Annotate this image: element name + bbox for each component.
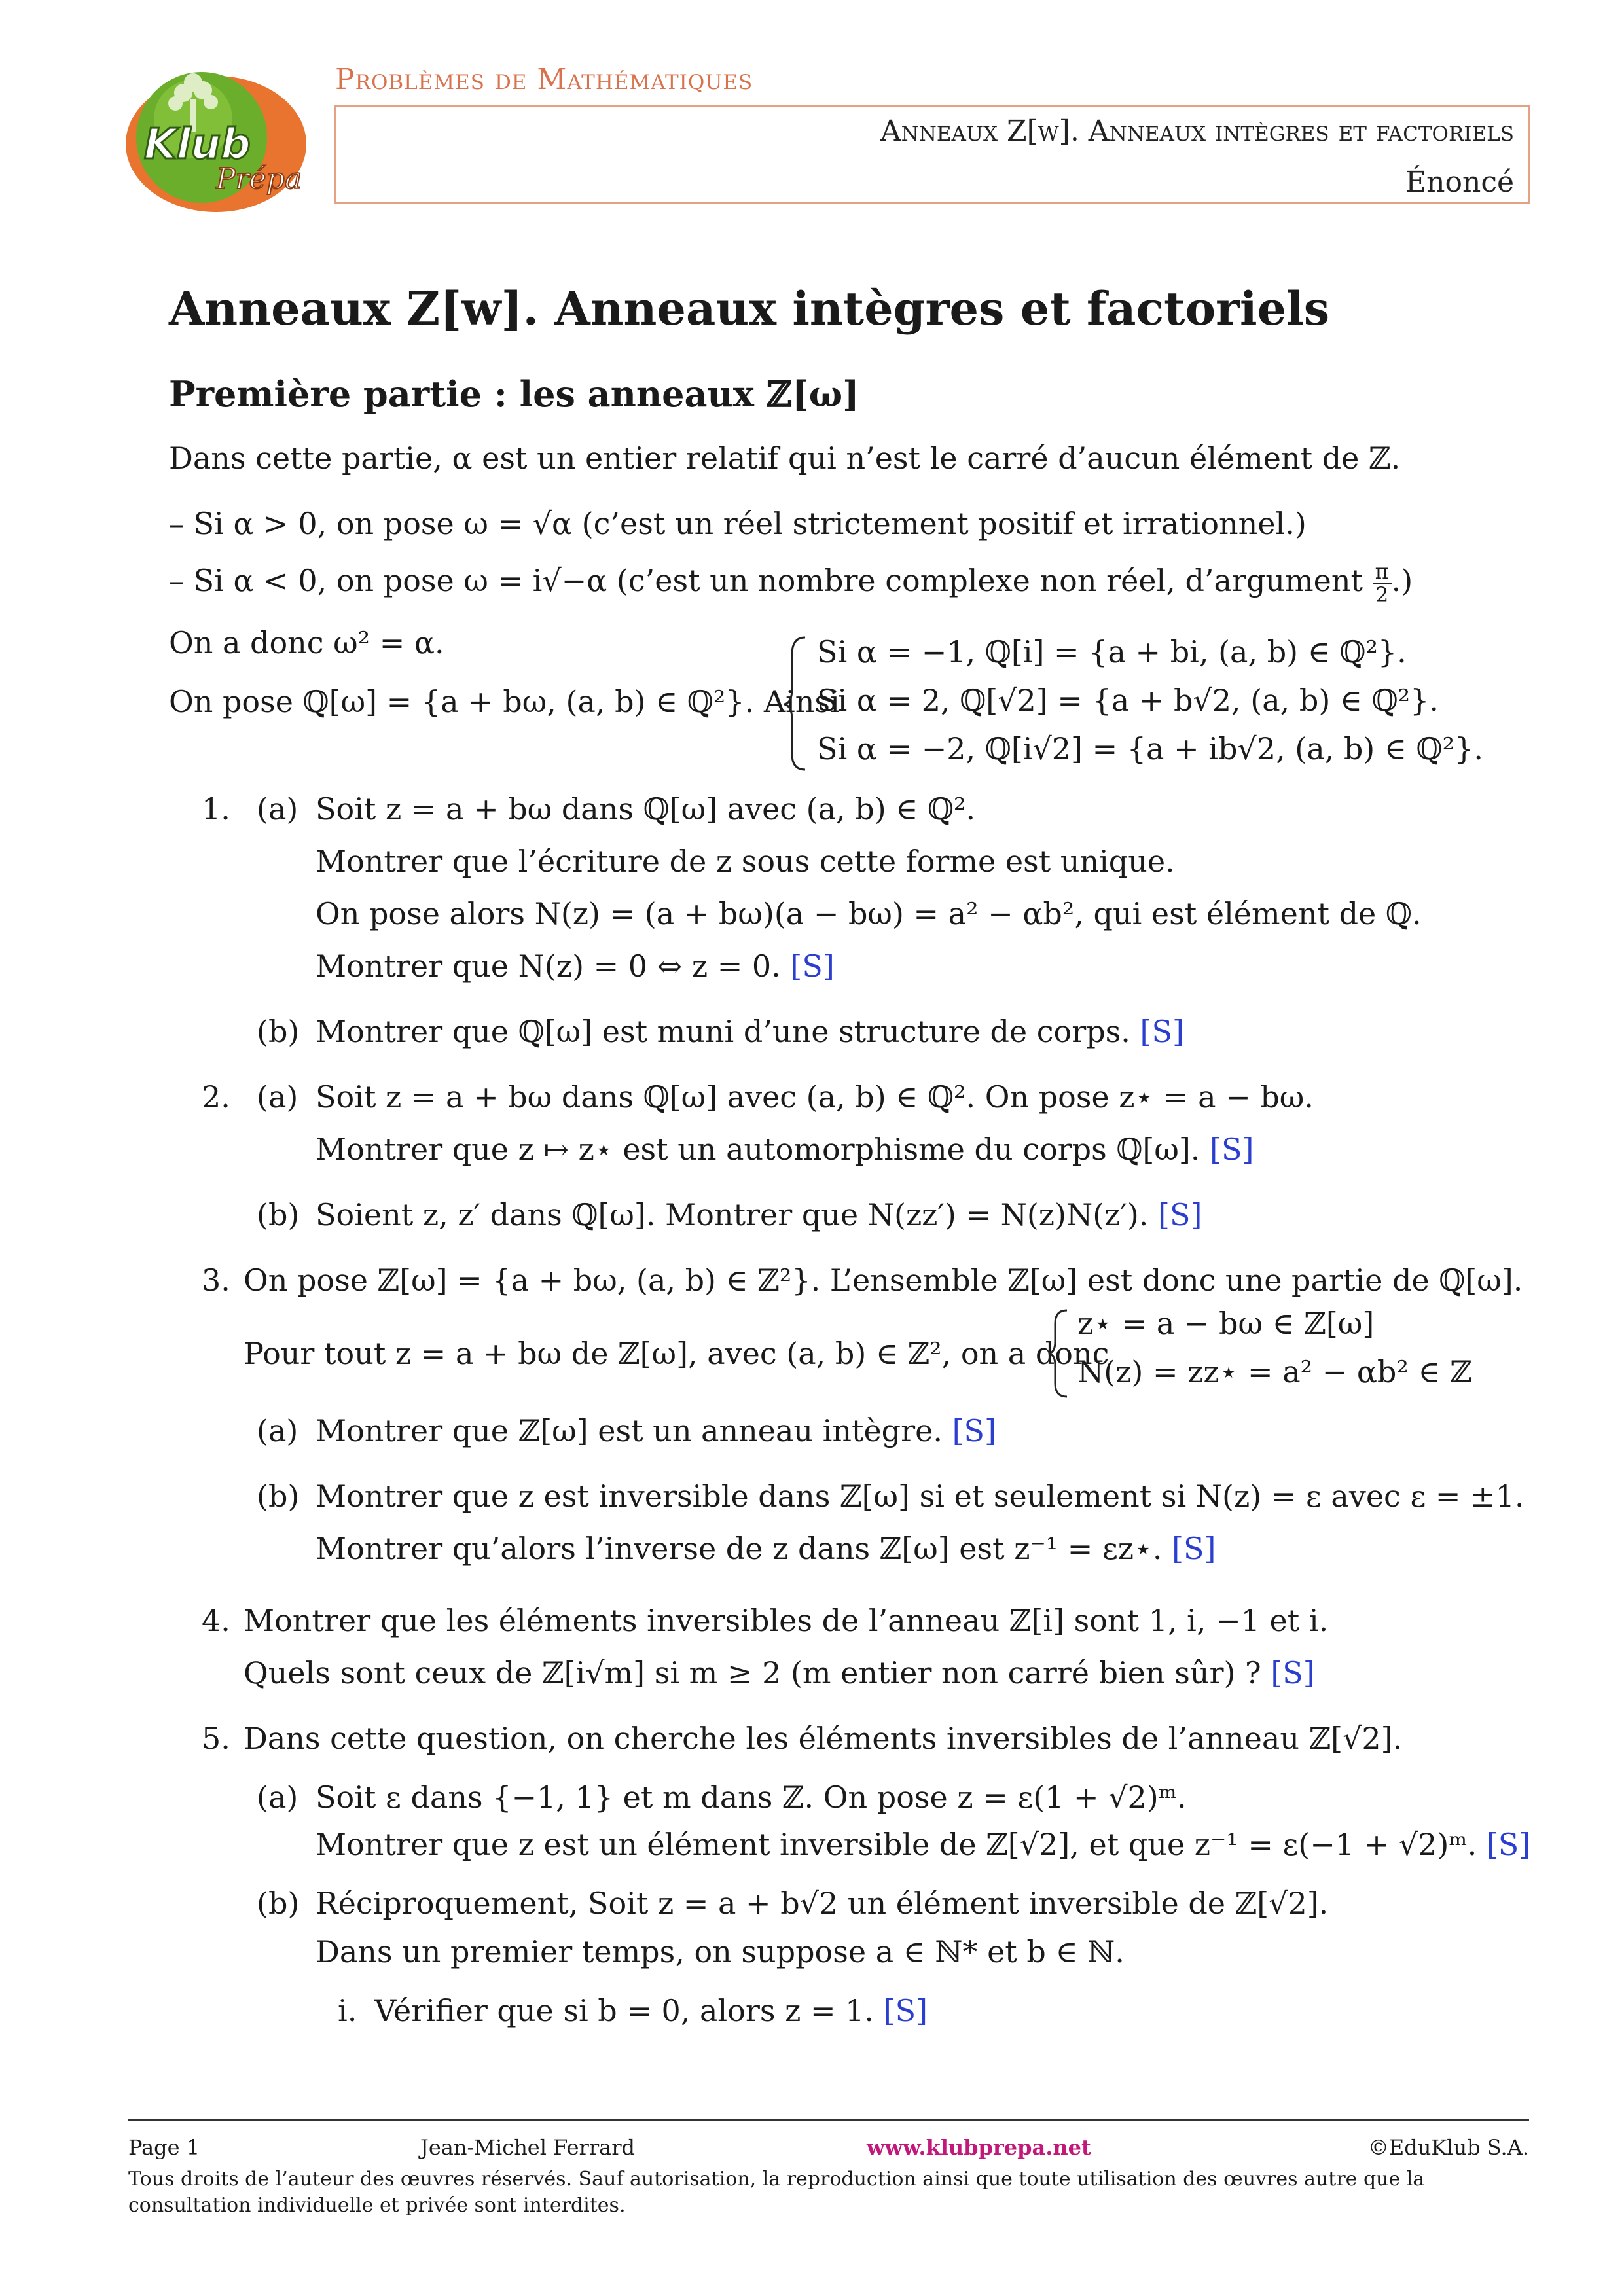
frac-numerator: π (1373, 560, 1392, 584)
q3a-wrap (316, 1412, 996, 1449)
case-negative: – Si α < 0, on pose ω = i√−α (c’est un nombre complexe non réel, d’argument (169, 563, 1363, 598)
solution-link-q2a[interactable]: [S] (1210, 1132, 1254, 1167)
q1b-line1: Montrer que ℚ[ω] est muni d’une structure de corps. (316, 1014, 1130, 1049)
q1b-wrap (316, 1013, 1184, 1050)
q3b-line1: Montrer que z est inversible dans ℤ[ω] si et seulement si N(z) = ε avec ε = ±1. (316, 1479, 1525, 1514)
q1b-label: (b) (257, 1014, 300, 1049)
q2b-wrap (316, 1196, 1202, 1233)
pose-q-omega: On pose ℚ[ω] = {a + bω, (a, b) ∈ ℚ²}. Ainsi (169, 684, 840, 719)
q5b-label: (b) (257, 1886, 300, 1921)
q5b-line2: Dans un premier temps, on suppose a ∈ ℕ* et b ∈ ℕ. (316, 1934, 1125, 1969)
header-doc-type: Énoncé (1405, 166, 1514, 199)
footer-page: Page 1 (128, 2135, 200, 2160)
q5-line1: Dans cette question, on cherche les éléments inversibles de l’anneau ℤ[√2]. (244, 1721, 1403, 1756)
q2a-line1: Soit z = a + bω dans ℚ[ω] avec (a, b) ∈ ℚ². On pose z⋆ = a − bω. (316, 1079, 1314, 1115)
q1a-line4-wrap (316, 948, 835, 984)
q3a-line1: Montrer que ℤ[ω] est un anneau intègre. (316, 1413, 943, 1448)
solution-link-q3a[interactable]: [S] (952, 1413, 996, 1448)
header-doc-title: Anneaux Z[w]. Anneaux intègres et factoriels (880, 115, 1514, 148)
q2-number: 2. (202, 1079, 230, 1115)
q3-number: 3. (202, 1263, 230, 1298)
q4-number: 4. (202, 1603, 230, 1638)
q3-line2: Pour tout z = a + bω de ℤ[ω], avec (a, b) ∈ ℤ², on a donc (244, 1336, 1110, 1371)
q3-system-line2: N(z) = zz⋆ = a² − αb² ∈ ℤ (1077, 1354, 1472, 1390)
solution-link-q2b[interactable]: [S] (1158, 1197, 1202, 1232)
logo-word-klub: Klub (144, 120, 251, 169)
solution-link-q1a[interactable]: [S] (790, 948, 835, 984)
q2a-line2: Montrer que z ↦ z⋆ est un automorphisme du corps ℚ[ω]. (316, 1132, 1200, 1167)
q5a-label: (a) (257, 1780, 298, 1815)
section-title: Première partie : les anneaux ℤ[ω] (169, 373, 859, 415)
q3a-label: (a) (257, 1413, 298, 1448)
intro-line: Dans cette partie, α est un entier relatif qui n’est le carré d’aucun élément de ℤ. (169, 440, 1401, 476)
system-alpha-minus-2: Si α = −2, ℚ[i√2] = {a + ib√2, (a, b) ∈ ℚ²}. (817, 731, 1483, 766)
q4-line1: Montrer que les éléments inversibles de l’anneau ℤ[i] sont 1, i, −1 et i. (244, 1603, 1329, 1638)
solution-link-q1b[interactable]: [S] (1140, 1014, 1184, 1049)
omega-squared: On a donc ω² = α. (169, 625, 444, 660)
system-alpha-2: Si α = 2, ℚ[√2] = {a + b√2, (a, b) ∈ ℚ²}. (817, 683, 1439, 718)
footer-site-link[interactable]: www.klubprepa.net (867, 2135, 1091, 2160)
q5a-wrap (316, 1826, 1530, 1863)
logo-word-prepa: Prépa (216, 162, 302, 196)
footer-author: Jean-Michel Ferrard (420, 2135, 635, 2160)
q2a-wrap (316, 1131, 1254, 1168)
case-negative-line (169, 560, 1413, 606)
q5a-line1: Soit ε dans {−1, 1} et m dans ℤ. On pose z = ε(1 + √2)ᵐ. (316, 1780, 1187, 1815)
case-positive: – Si α > 0, on pose ω = √α (c’est un réel strictement positif et irrationnel.) (169, 506, 1307, 541)
solution-link-q4[interactable]: [S] (1271, 1655, 1315, 1691)
q2b-line1: Soient z, z′ dans ℚ[ω]. Montrer que N(zz′) = N(z)N(z′). (316, 1197, 1149, 1232)
q3b-wrap (316, 1530, 1216, 1567)
q2a-label: (a) (257, 1079, 298, 1115)
q5b-line1: Réciproquement, Soit z = a + b√2 un élément inversible de ℤ[√2]. (316, 1886, 1329, 1921)
footer-copyright: ©EduKlub S.A. (1367, 2135, 1529, 2160)
q2b-label: (b) (257, 1197, 300, 1232)
series-title: Problèmes de Mathématiques (335, 63, 753, 96)
q5bi-label: i. (338, 1993, 357, 2028)
solution-link-q5a[interactable]: [S] (1486, 1827, 1531, 1862)
page-title: Anneaux Z[w]. Anneaux intègres et factoriels (169, 281, 1330, 336)
q3b-label: (b) (257, 1479, 300, 1514)
q1a-line4: Montrer que N(z) = 0 ⇔ z = 0. (316, 948, 781, 984)
q1a-line2: Montrer que l’écriture de z sous cette forme est unique. (316, 844, 1175, 879)
system-alpha-minus-1: Si α = −1, ℚ[i] = {a + bi, (a, b) ∈ ℚ²}. (817, 634, 1407, 670)
q1-number: 1. (202, 791, 230, 827)
q3b-line2: Montrer qu’alors l’inverse de z dans ℤ[ω] est z⁻¹ = εz⋆. (316, 1531, 1163, 1566)
q1a-label: (a) (257, 791, 298, 827)
fraction-pi-over-2 (1373, 560, 1392, 606)
footer-rights: Tous droits de l’auteur des œuvres réservés. Sauf autorisation, la reproduction ainsi que toute utilisation des œuvres autre que la consultation individuelle et privée sont interdites. (128, 2168, 1425, 2217)
left-brace (783, 635, 809, 772)
q5bi-line1: Vérifier que si b = 0, alors z = 1. (374, 1993, 874, 2028)
case-negative-end: .) (1391, 563, 1413, 598)
q3-left-brace (1047, 1308, 1070, 1399)
q4-wrap (244, 1655, 1315, 1691)
frac-denominator: 2 (1375, 583, 1389, 607)
footer-rule (128, 2119, 1529, 2121)
solution-link-q5bi[interactable]: [S] (883, 1993, 928, 2028)
q3-system-line1: z⋆ = a − bω ∈ ℤ[ω] (1077, 1306, 1375, 1341)
solution-link-q3b[interactable]: [S] (1172, 1531, 1216, 1566)
q5-number: 5. (202, 1721, 230, 1756)
q1a-line3: On pose alors N(z) = (a + bω)(a − bω) = a² − αb², qui est élément de ℚ. (316, 896, 1422, 931)
q3-line1: On pose ℤ[ω] = {a + bω, (a, b) ∈ ℤ²}. L’ensemble ℤ[ω] est donc une partie de ℚ[ω]. (244, 1263, 1523, 1298)
q5bi-wrap (374, 1992, 928, 2029)
q1a-line1: Soit z = a + bω dans ℚ[ω] avec (a, b) ∈ ℚ². (316, 791, 976, 827)
q4-line2: Quels sont ceux de ℤ[i√m] si m ≥ 2 (m entier non carré bien sûr) ? (244, 1655, 1261, 1691)
q5a-line2: Montrer que z est un élément inversible de ℤ[√2], et que z⁻¹ = ε(−1 + √2)ᵐ. (316, 1827, 1477, 1862)
